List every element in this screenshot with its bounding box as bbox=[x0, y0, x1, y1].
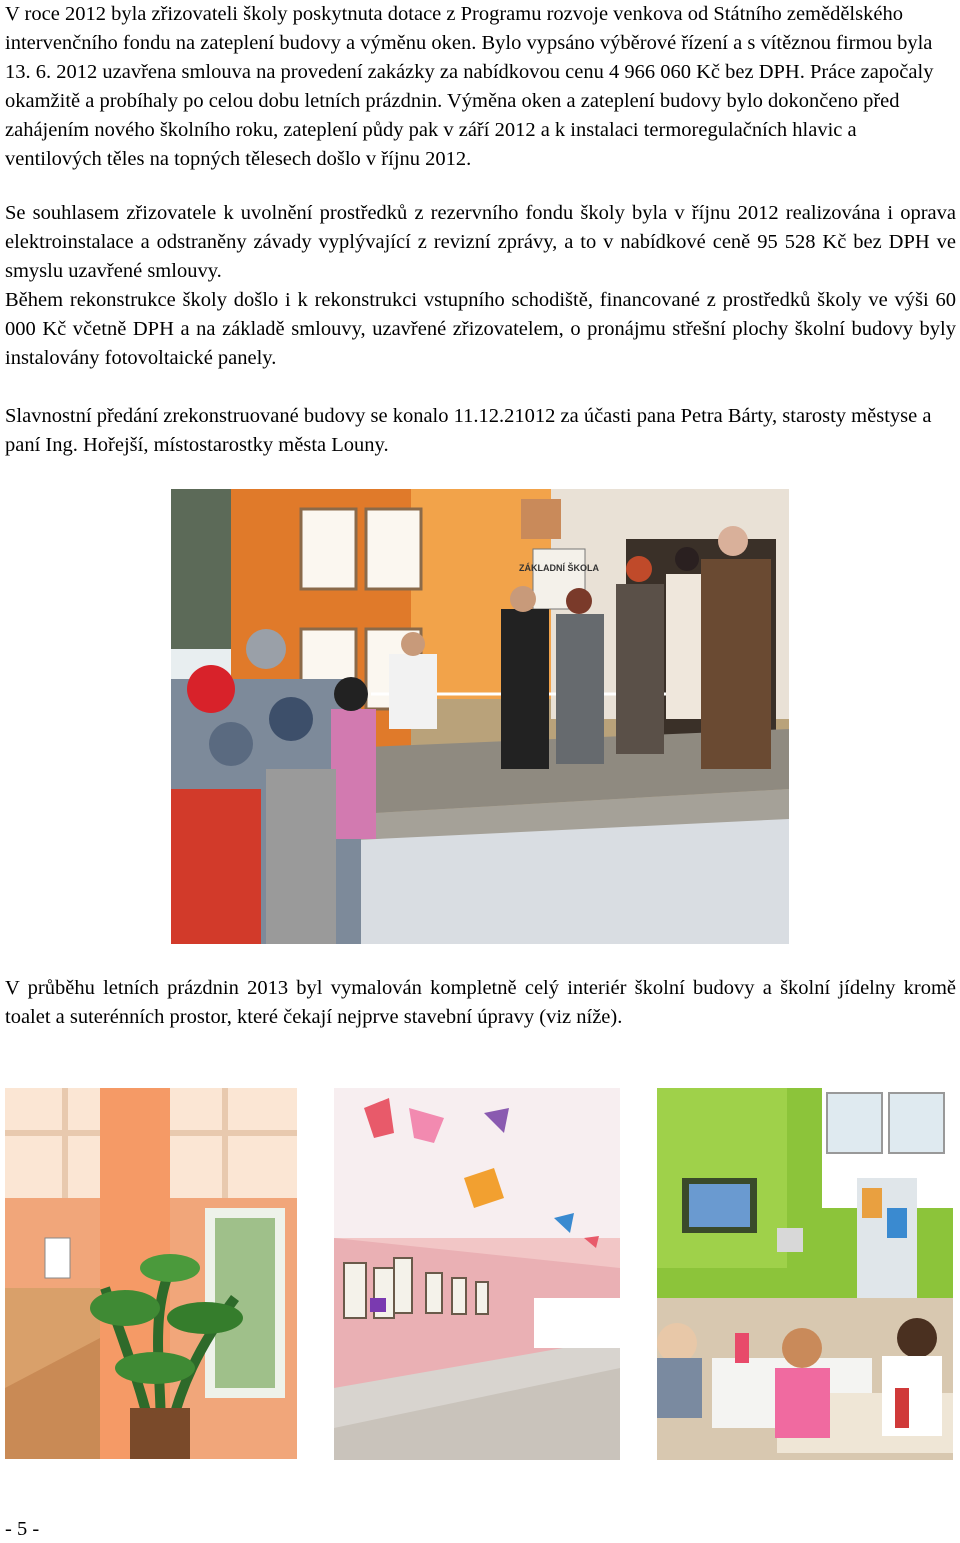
paragraph-staircase-reconstruction: Během rekonstrukce školy došlo i k rekonstrukci vstupního schodiště, financované z prostředků školy ve výši 60 000 Kč včetně DPH a na základě smlouvy, uzavřené zřizovatelem, o pronájmu střešní plochy školní budovy byly instalovány fotovoltaické panely. bbox=[5, 289, 956, 369]
paragraph-grant: V roce 2012 byla zřizovateli školy poskytnuta dotace z Programu rozvoje venkova od Státního zemědělského intervenčního fondu na zateplení budovy a výměnu oken. Bylo vypsáno výběrové řízení a s vítěznou firmou byla 13. 6. 2012 uzavřena smlouva na provedení zakázky za nabídkovou cenu 4 966 060 Kč bez DPH. Práce započaly okamžitě a probíhaly po celou dobu letních prázdnin. Výměna oken a zateplení budovy bylo dokončeno před zahájením nového školního roku, zateplení půdy pak v září 2012 a k instalaci termoregulačních hlavic a ventilových těles na topných tělesech došlo v říjnu 2012. bbox=[5, 3, 934, 170]
school-sign-text: ZÁKLADNÍ ŠKOLA bbox=[519, 563, 599, 573]
corridor-photo bbox=[334, 1088, 620, 1460]
paragraph-handover-ceremony: Slavnostní předání zrekonstruované budovy se konalo 11.12.21012 za účasti pana Petra Bárty, starosty městyse a paní Ing. Hořejší, místostarostky města Louny. bbox=[5, 405, 932, 456]
ceremony-photo bbox=[171, 489, 789, 944]
paragraph-summer-painting: V průběhu letních prázdnin 2013 byl vymalován kompletně celý interiér školní budovy a školní jídelny kromě toalet a suterénních prostor, které čekají nejprve stavební úpravy (viz níže). bbox=[5, 977, 956, 1028]
page-number: - 5 - bbox=[5, 1518, 40, 1540]
paragraph-electrical-repair: Se souhlasem zřizovatele k uvolnění prostředků z rezervního fondu školy byla v říjnu 2012 realizována i oprava elektroinstalace a odstraněny závady vyplývající z revizní zprávy, a to v nabídkové ceně 95 528 Kč bez DPH ve smyslu uzavřené smlouvy. bbox=[5, 202, 956, 282]
stairwell-photo bbox=[5, 1088, 297, 1459]
classroom-photo bbox=[657, 1088, 953, 1460]
